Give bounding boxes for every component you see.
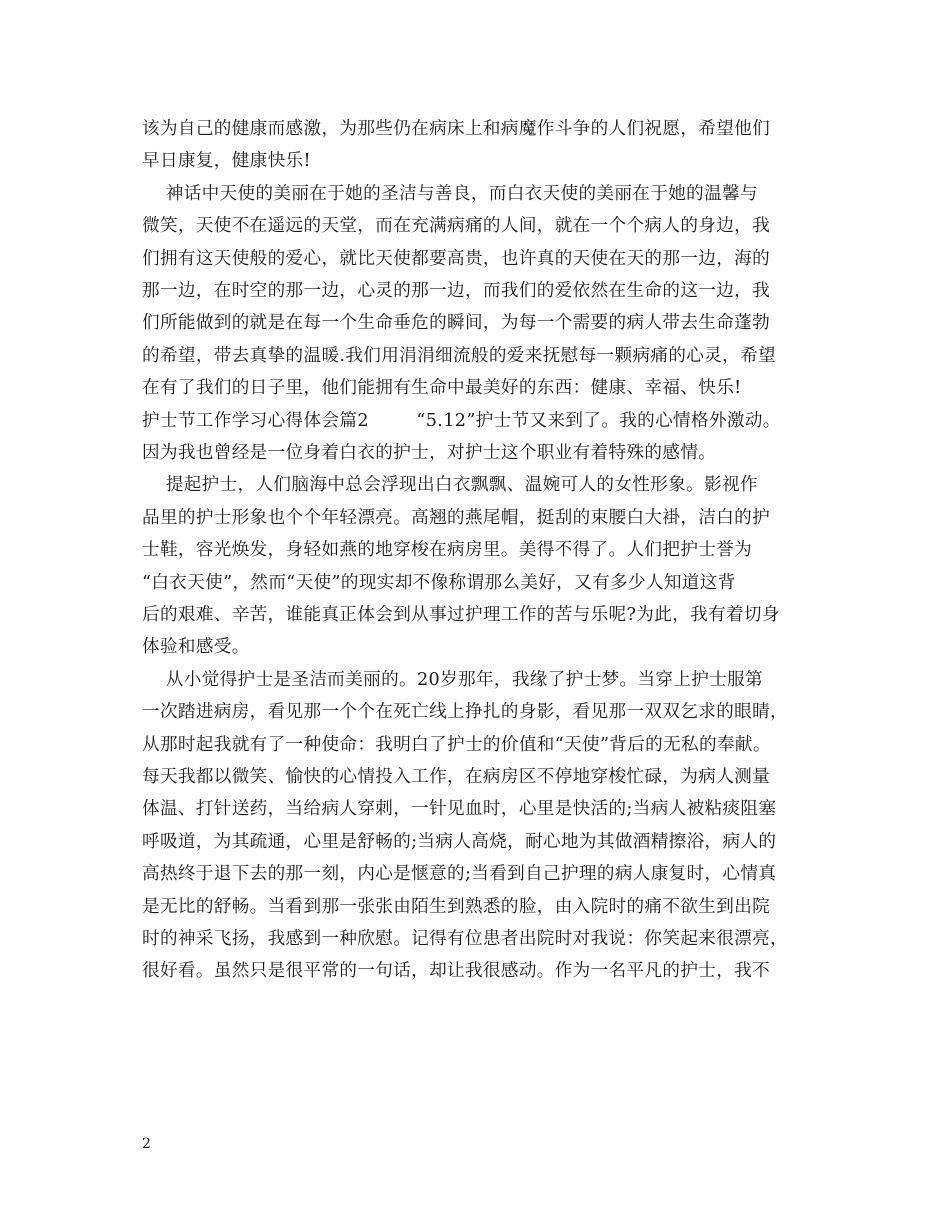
text-line: 那一边，在时空的那一边，心灵的那一边，而我们的爱依然在生命的这一边，我 <box>142 281 771 301</box>
text-line: 该为自己的健康而感激，为那些仍在病床上和病魔作斗争的人们祝愿，希望他们 <box>142 119 771 139</box>
text-line: 呼吸道，为其疏通，心里是舒畅的;当病人高烧，耐心地为其做酒精擦浴，病人的 <box>142 831 777 852</box>
text-line: 很好看。虽然只是很平常的一句话，却让我很感动。作为一名平凡的护士，我不 <box>142 961 771 982</box>
page-number: 2 <box>142 1136 151 1152</box>
text-line: 神话中天使的美丽在于她的圣洁与善良，而白衣天使的美丽在于她的温馨与 <box>142 183 758 204</box>
text-line: 微笑，天使不在遥远的天堂，而在充满病痛的人间，就在一个个病人的身边，我 <box>142 216 771 237</box>
text-line: “白衣天使”，然而“天使”的现实却不像称谓那么美好，又有多少人知道这背 <box>142 572 736 593</box>
text-line: 后的艰难、辛苦，谁能真正体会到从事过护理工作的苦与乐呢?为此，我有着切身 <box>142 605 780 625</box>
text-line: 是无比的舒畅。当看到那一张张由陌生到熟悉的脸，由入院时的痛不欲生到出院 <box>142 896 771 917</box>
text-line: 体验和感受。 <box>142 637 250 658</box>
text-line: 品里的护士形象也个个年轻漂亮。高翘的燕尾帽，挺刮的束腰白大褂，洁白的护 <box>142 507 771 528</box>
text-line: 一次踏进病房，看见那一个个在死亡线上挣扎的身影，看见那一双双乞求的眼睛， <box>142 702 788 723</box>
text-line: 们所能做到的就是在每一个生命垂危的瞬间，为每一个需要的病人带去生命蓬勃 <box>142 313 771 334</box>
text-line: 从小觉得护士是圣洁而美丽的。20岁那年，我缘了护士梦。当穿上护士服第 <box>142 669 764 690</box>
text-line: 时的神采飞扬，我感到一种欣慰。记得有位患者出院时对我说：你笑起来很漂亮， <box>142 929 788 949</box>
text-line: 体温、打针送药，当给病人穿刺，一针见血时，心里是快活的;当病人被粘痰阻塞 <box>142 799 777 820</box>
text-line: 因为我也曾经是一位身着白衣的护士，对护士这个职业有着特殊的感情。 <box>142 443 717 463</box>
text-line: 们拥有这天使般的爱心，就比天使都要高贵，也许真的天使在天的那一边，海的 <box>142 248 771 269</box>
text-line: 士鞋，容光焕发，身轻如燕的地穿梭在病房里。美得不得了。人们把护士誉为 <box>142 540 753 561</box>
text-line: 的希望，带去真挚的温暖.我们用涓涓细流般的爱来抚慰每一颗病痛的心灵，希望 <box>142 345 776 366</box>
text-line: 护士节工作学习心得体会篇2 “5.12”护士节又来到了。我的心情格外激动。 <box>142 410 781 431</box>
text-line: 从那时起我就有了一种使命：我明白了护士的价值和“天使”背后的无私的奉献。 <box>142 734 771 755</box>
text-line: 早日康复，健康快乐! <box>142 151 311 172</box>
text-line: 提起护士，人们脑海中总会浮现出白衣飘飘、温婉可人的女性形象。影视作 <box>142 475 758 496</box>
text-line: 高热终于退下去的那一刻，内心是惬意的;当看到自己护理的病人康复时，心情真 <box>142 864 777 885</box>
text-line: 每天我都以微笑、愉快的心情投入工作，在病房区不停地穿梭忙碌，为病人测量 <box>142 767 771 787</box>
text-line: 在有了我们的日子里，他们能拥有生命中最美好的东西：健康、幸福、快乐! <box>142 378 742 399</box>
